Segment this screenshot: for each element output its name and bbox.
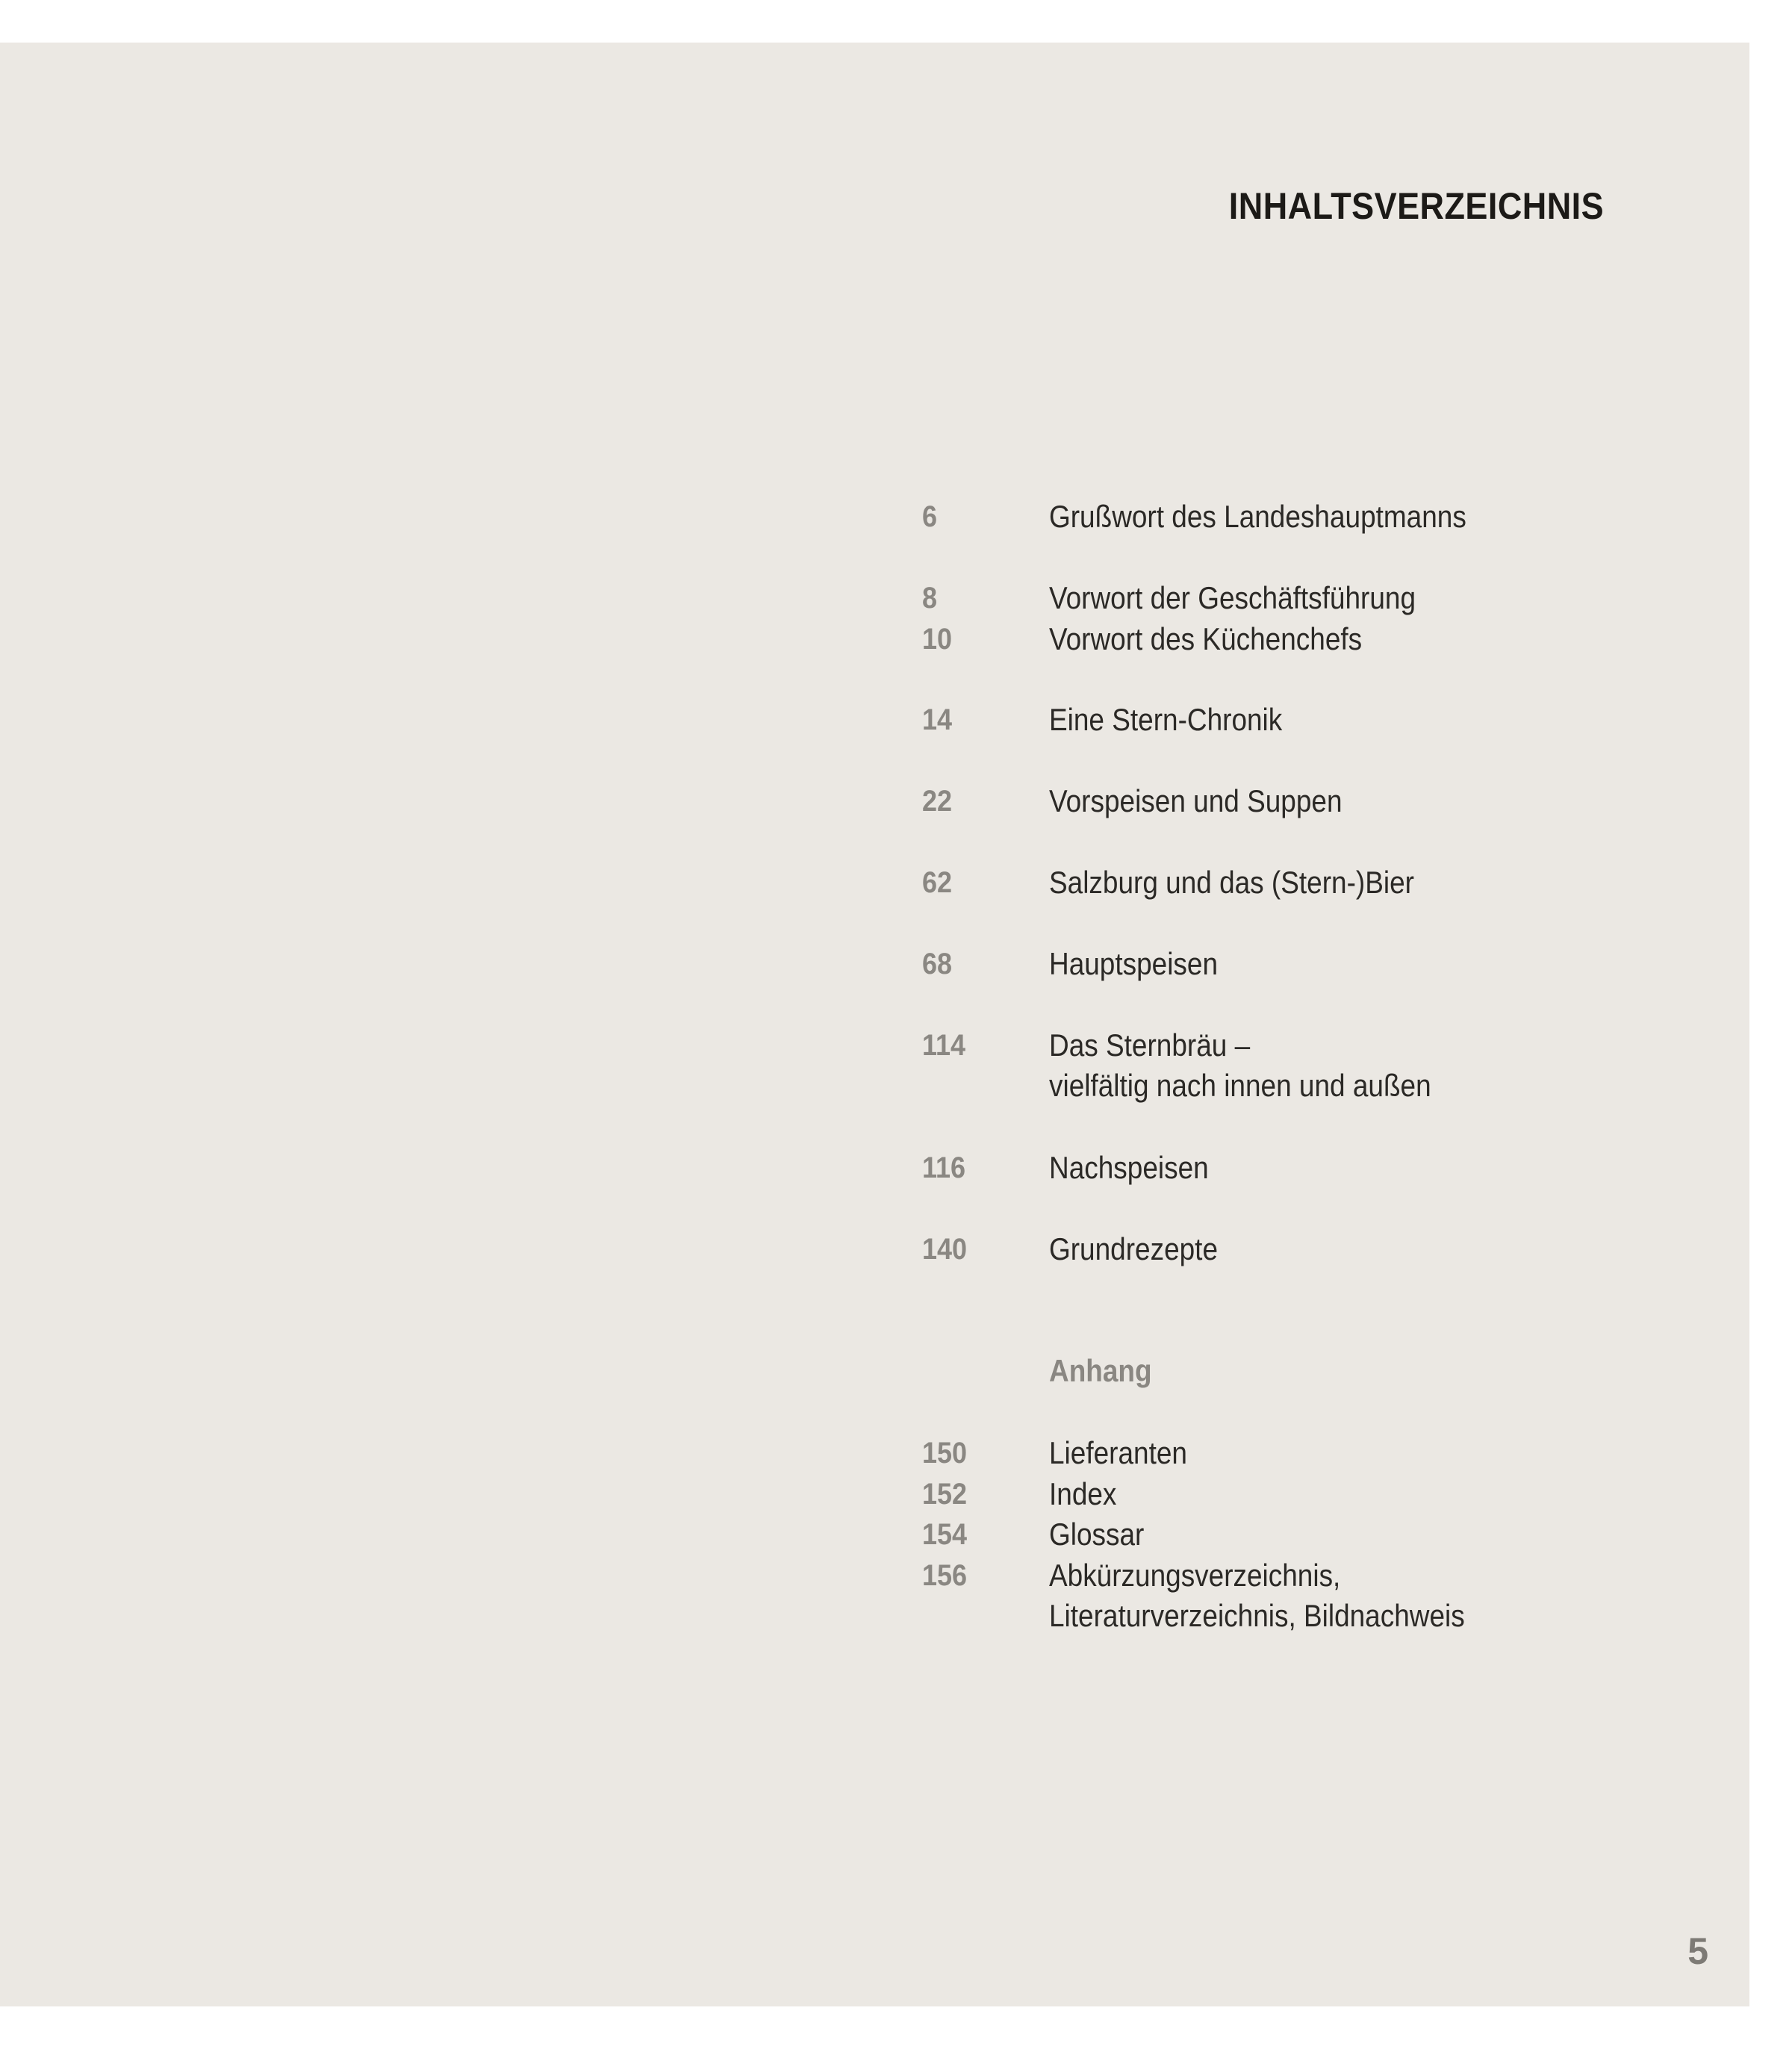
page-number: 5 [1687,1930,1708,1972]
toc-entry[interactable] [922,619,1594,701]
toc-entry-title: Vorspeisen und Suppen [1049,783,1343,818]
table-of-contents [922,43,1594,2006]
toc-entry-title: Grußwort des Landeshauptmanns [1049,499,1466,534]
toc-page-number: 116 [922,1151,966,1184]
toc-entry-title-line-1: Das Sternbräu – [1049,1027,1251,1063]
toc-page-number: 68 [922,948,953,980]
toc-entry-title: Salzburg und das (Stern-)Bier [1049,865,1414,900]
toc-page-number: 154 [922,1518,968,1551]
toc-entry[interactable] [922,700,1594,782]
toc-entry[interactable] [922,781,1594,863]
toc-entry-title: Vorwort der Geschäftsführung [1049,580,1416,615]
toc-entry-title: Nachspeisen [1049,1150,1209,1185]
toc-entry-title: Grundrezepte [1049,1231,1219,1266]
toc-entry[interactable] [922,497,1594,579]
toc-page-number: 6 [922,500,938,533]
toc-page-number: 8 [922,582,938,615]
toc-entry[interactable] [922,944,1594,1026]
toc-entry[interactable] [922,862,1594,945]
toc-entry-title: Lieferanten [1049,1435,1187,1470]
toc-entry[interactable] [922,1555,1594,1638]
toc-entry-title: Index [1049,1476,1117,1511]
appendix-heading: Anhang [1049,1353,1152,1388]
toc-page-number: 140 [922,1233,968,1266]
toc-entry[interactable] [922,1229,1594,1311]
toc-entry-title [1049,1555,1465,1636]
toc-page-number: 156 [922,1559,968,1592]
toc-entry-title: Hauptspeisen [1049,946,1219,981]
toc-entry[interactable] [922,1025,1594,1107]
toc-page-number: 14 [922,703,953,736]
book-page [0,43,1749,2006]
toc-page-number: 152 [922,1478,968,1511]
page-title: INHALTSVERZEICHNIS [1228,185,1604,227]
toc-entry-title-line-1: Abkürzungsverzeichnis, [1049,1558,1341,1593]
toc-page-number: 62 [922,866,953,899]
toc-entry-title-line-2: vielfältig nach innen und außen [1049,1068,1431,1103]
toc-entry-title: Eine Stern-Chronik [1049,702,1283,737]
toc-entry[interactable] [922,1148,1594,1230]
toc-entry-title-line-2: Literaturverzeichnis, Bildnachweis [1049,1598,1465,1633]
toc-entry-title: Glossar [1049,1517,1145,1552]
toc-entry-title: Vorwort des Küchenchefs [1049,621,1363,656]
toc-entry-title [1049,1025,1431,1106]
toc-page-number: 114 [922,1029,966,1062]
toc-page-number: 22 [922,785,953,818]
toc-page-number: 150 [922,1437,968,1470]
toc-page-number: 10 [922,623,953,656]
